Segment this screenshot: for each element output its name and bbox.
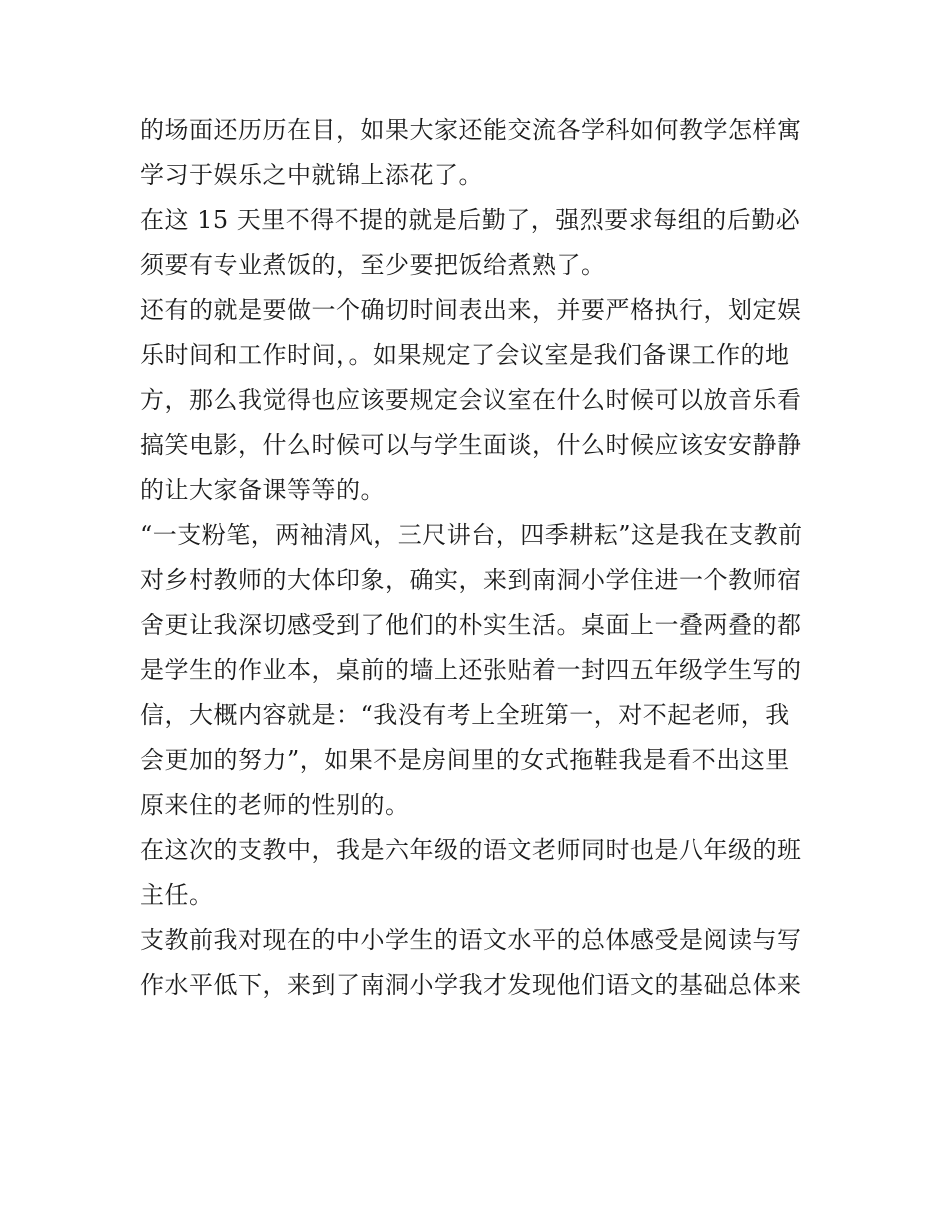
text-line: 还有的就是要做一个确切时间表出来，并要严格执行，划定娱	[140, 296, 802, 324]
text-line: 须要有专业煮饭的，至少要把饭给煮熟了。	[140, 251, 606, 279]
text-line: 搞笑电影，什么时候可以与学生面谈，什么时候应该安安静静	[140, 431, 802, 459]
text-line: 舍更让我深切感受到了他们的朴实生活。桌面上一叠两叠的都	[140, 611, 802, 639]
text-line: 对乡村教师的大体印象，确实，来到南洞小学住进一个教师宿	[140, 566, 802, 594]
text-line: 在这次的支教中，我是六年级的语文老师同时也是八年级的班	[140, 836, 802, 864]
text-line: 乐时间和工作时间，。如果规定了会议室是我们备课工作的地	[140, 341, 790, 369]
text-line: 的让大家备课等等的。	[140, 476, 385, 504]
text-line: 在这 15 天里不得不提的就是后勤了，强烈要求每组的后勤必	[140, 206, 801, 234]
text-line: 支教前我对现在的中小学生的语文水平的总体感受是阅读与写	[140, 926, 802, 954]
document-body	[140, 108, 816, 1008]
text-line: 方，那么我觉得也应该要规定会议室在什么时候可以放音乐看	[140, 386, 802, 414]
text-line: 是学生的作业本，桌前的墙上还张贴着一封四五年级学生写的	[140, 656, 802, 684]
text-line: 原来住的老师的性别的。	[140, 791, 410, 819]
text-line: 信，大概内容就是：“我没有考上全班第一，对不起老师，我	[140, 701, 790, 729]
text-line: 作水平低下，来到了南洞小学我才发现他们语文的基础总体来	[140, 971, 802, 999]
text-line: “一支粉笔，两袖清风，三尺讲台，四季耕耘”这是我在支教前	[140, 521, 803, 549]
text-line: 学习于娱乐之中就锦上添花了。	[140, 161, 483, 189]
text-line: 主任。	[140, 881, 214, 909]
text-line: 会更加的努力”，如果不是房间里的女式拖鞋我是看不出这里	[140, 746, 790, 774]
text-line: 的场面还历历在目，如果大家还能交流各学科如何教学怎样寓	[140, 116, 802, 144]
